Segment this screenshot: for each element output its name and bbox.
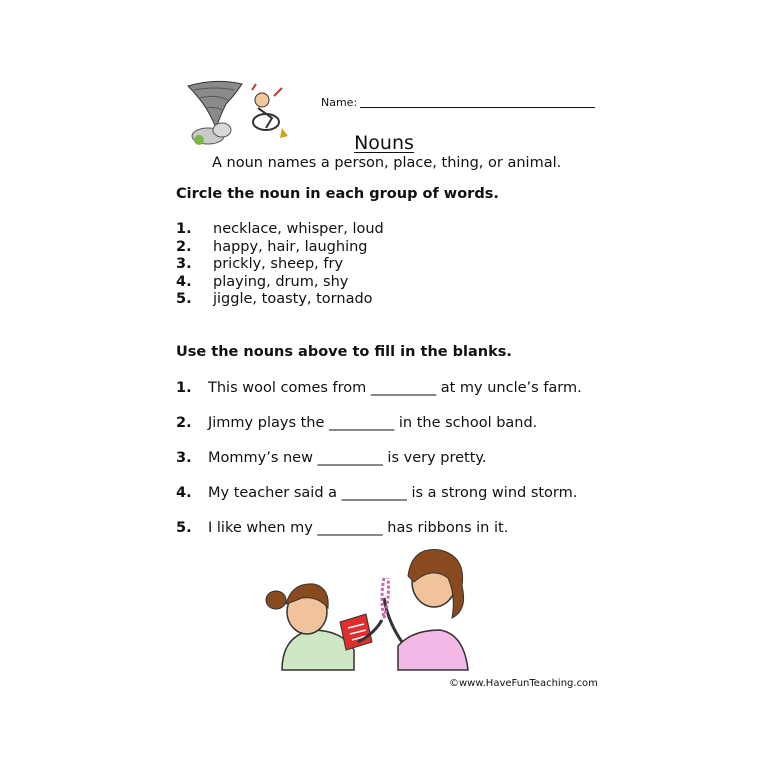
list-item [176,413,582,448]
sentence: This wool comes from _________ at my uncle’s farm. [208,380,582,396]
mother-daughter-necklace-illustration [262,538,480,673]
list-item [176,378,582,413]
sentence: Jimmy plays the _________ in the school band. [208,415,538,431]
list-item [176,483,582,518]
word-group: jiggle, toasty, tornado [213,291,373,308]
list-item [176,256,384,274]
name-label: Name: [321,96,358,109]
sentence: Mommy’s new _________ is very pretty. [208,450,487,466]
name-field-line[interactable] [360,107,595,108]
item-number: 5. [176,520,192,536]
list-item [176,291,384,309]
noun-definition: A noun names a person, place, thing, or animal. [212,155,562,171]
item-number: 5. [176,291,192,308]
copyright-text: ©www.HaveFunTeaching.com [449,678,598,689]
list-item [176,221,384,239]
word-group: playing, drum, shy [213,273,349,290]
fill-in-the-blanks-list [176,378,582,553]
item-number: 2. [176,238,192,255]
sentence: I like when my _________ has ribbons in it. [208,520,509,536]
list-item [176,448,582,483]
section1-heading: Circle the noun in each group of words. [176,186,499,202]
sentence: My teacher said a _________ is a strong wind storm. [208,485,578,501]
word-group: necklace, whisper, loud [213,221,384,237]
item-number: 3. [176,450,192,466]
item-number: 1. [176,221,192,237]
item-number: 1. [176,380,192,396]
list-item [176,274,384,292]
list-item [176,239,384,257]
word-group: prickly, sheep, fry [213,256,344,273]
section2-heading: Use the nouns above to fill in the blanks. [176,344,512,360]
item-number: 3. [176,256,192,273]
item-number: 2. [176,415,192,431]
worksheet-title: Nouns [354,132,414,154]
item-number: 4. [176,485,192,501]
item-number: 4. [176,273,192,290]
circle-the-noun-list [176,221,384,309]
word-group: happy, hair, laughing [213,238,368,255]
